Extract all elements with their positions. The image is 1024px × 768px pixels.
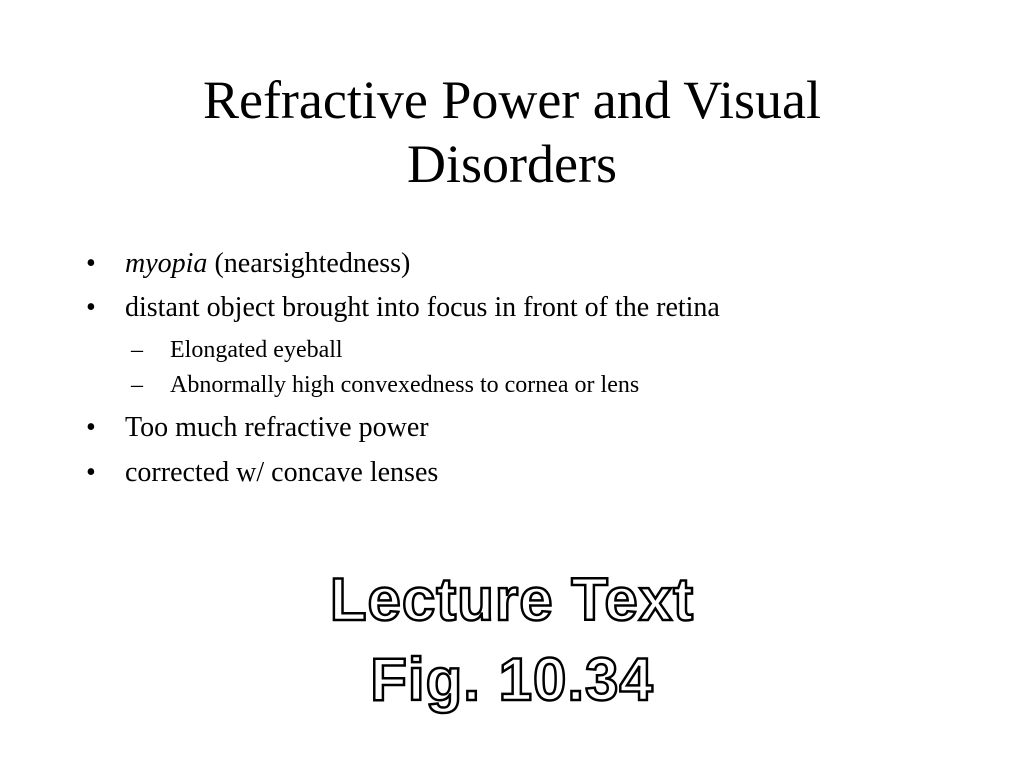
sub-marker: – bbox=[131, 337, 143, 363]
subitem-text: Elongated eyeball bbox=[170, 337, 343, 363]
bullet-marker: • bbox=[86, 457, 96, 488]
bullet-text: corrected w/ concave lenses bbox=[125, 457, 439, 488]
figure-reference-label: Fig. 10.34 bbox=[370, 646, 654, 713]
subitem-text: Abnormally high convexedness to cornea or lens bbox=[170, 372, 640, 398]
bullet-emphasis: myopia bbox=[125, 248, 208, 279]
bullet-remainder: (nearsightedness) bbox=[207, 248, 411, 279]
bullet-text bbox=[125, 248, 410, 280]
sub-marker: – bbox=[131, 372, 143, 398]
lecture-text-label: Lecture Text bbox=[329, 566, 695, 633]
bullet-text: distant object brought into focus in front of the retina bbox=[125, 292, 720, 323]
bullet-marker: • bbox=[86, 412, 96, 443]
bullet-marker: • bbox=[86, 248, 96, 279]
slide-title: Refractive Power and Visual Disorders bbox=[202, 70, 822, 194]
bullet-marker: • bbox=[86, 292, 96, 323]
bullet-text: Too much refractive power bbox=[125, 412, 429, 443]
